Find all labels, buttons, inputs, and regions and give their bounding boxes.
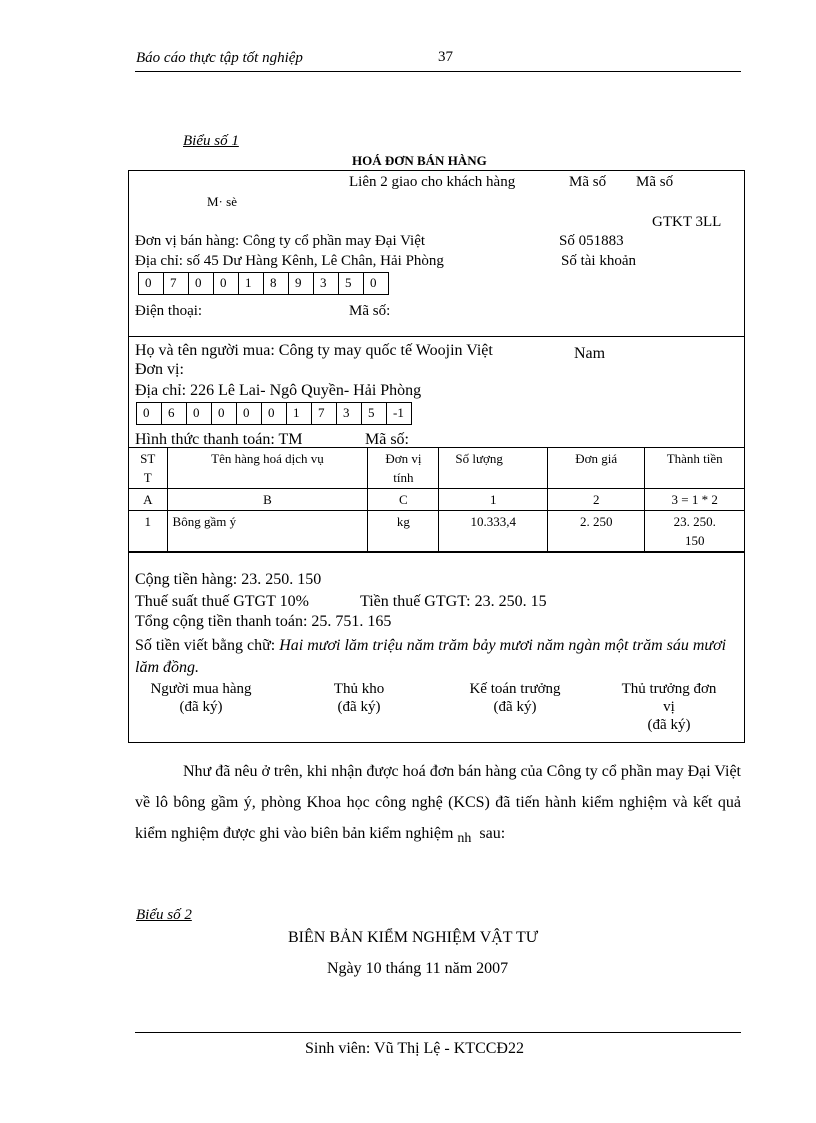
buyer-name: Họ và tên người mua: Công ty may quốc tế Woojin Việt: [135, 342, 493, 359]
header-ten-hang: Tên hàng hoá dịch vụ: [167, 448, 368, 489]
sig-ke-toan: [445, 680, 585, 716]
tax-digit: 5: [338, 272, 364, 295]
row-item-name: Bông gầm ý: [167, 511, 368, 553]
page-number: 37: [438, 49, 453, 65]
tax-digit: 0: [186, 402, 212, 425]
buyer-address: Địa chỉ: 226 Lê Lai- Ngô Quyền- Hải Phòng: [135, 382, 422, 399]
table-row: [129, 511, 745, 553]
phone-label: Điện thoại:: [135, 303, 203, 319]
lien-text: Liên 2 giao cho khách hàng: [349, 174, 516, 190]
header-don-vi-line2: tính: [393, 470, 414, 485]
paragraph-sau: sau:: [479, 825, 506, 842]
sig-note: (đã ký): [337, 699, 381, 715]
code-a: A: [129, 489, 168, 511]
header-stt-line1: ST: [140, 451, 156, 466]
row-amount-line2: 150: [684, 533, 705, 548]
tax-digit: 3: [336, 402, 362, 425]
tax-digit: 0: [138, 272, 164, 295]
footer-rule: [135, 1032, 741, 1033]
tax-digit: 0: [261, 402, 287, 425]
thue-suat: Thuế suất thuế GTGT 10%: [135, 593, 309, 610]
buyer-section: [128, 336, 745, 552]
buyer-unit: Đơn vị:: [135, 361, 184, 378]
code-1: 1: [439, 489, 548, 511]
tax-digit: 0: [213, 272, 239, 295]
tax-digit: 1: [286, 402, 312, 425]
header-stt-line2: T: [143, 470, 152, 485]
header-don-vi-line1: Đơn vị: [385, 451, 422, 466]
code-b: B: [167, 489, 368, 511]
seller-address: Địa chỉ: số 45 Dư Hàng Kênh, Lê Chân, Hải Phòng: [135, 253, 444, 269]
tax-digit: 7: [163, 272, 189, 295]
sig-thu-truong: [601, 680, 737, 734]
table-code-row: [129, 489, 745, 511]
tax-digit: 0: [236, 402, 262, 425]
buyer-tax-code: [136, 402, 412, 425]
tien-thue: Tiền thuế GTGT: 23. 250. 15: [360, 593, 547, 610]
bieu-so-2-label: Biểu số 2: [136, 907, 192, 923]
tax-digit: 7: [311, 402, 337, 425]
code-c: C: [368, 489, 439, 511]
sig-role: Người mua hàng: [150, 681, 252, 697]
paragraph-nh: nh: [457, 831, 472, 846]
seller-unit: Đơn vị bán hàng: Công ty cổ phần may Đại Việt: [135, 233, 426, 249]
header-so-luong: Số lượng: [439, 448, 548, 489]
bien-ban-title: BIÊN BẢN KIỂM NGHIỆM VẬT TƯ: [288, 929, 539, 946]
sig-note: (đã ký): [493, 699, 537, 715]
payment-method: Hình thức thanh toán: TM: [135, 431, 303, 448]
row-unit: kg: [368, 511, 439, 553]
items-table: [128, 447, 745, 553]
gtkt-code: GTKT 3LL: [652, 214, 722, 230]
ma-so-label-2: Mã số: [636, 174, 674, 190]
footer-student: Sinh viên: Vũ Thị Lệ - KTCCĐ22: [305, 1040, 524, 1057]
tax-digit: 6: [161, 402, 187, 425]
code-2: 2: [548, 489, 645, 511]
paragraph-text: Như đã nêu ở trên, khi nhận được hoá đơn bán hàng của Công ty cổ phần may Đại Việt về lô bông gầm ý, phòng Khoa học công nghệ (KCS) đã tiến hành kiểm nghiệm và kết quả kiểm nghiệm được ghi vào biên bản kiểm nghiệm: [135, 763, 741, 842]
tong-cong: Tổng cộng tiền thanh toán: 25. 751. 165: [135, 613, 392, 630]
bang-chu-label: Số tiền viết bằng chữ:: [135, 637, 280, 654]
row-stt: 1: [129, 511, 168, 553]
bang-chu-text: Hai mươi lăm triệu năm trăm bảy mươi năm ngàn một trăm sáu mươi lăm đồng.: [135, 637, 727, 676]
row-quantity: 10.333,4: [439, 511, 548, 553]
tax-digit: 9: [288, 272, 314, 295]
row-amount-line1: 23. 250.: [673, 514, 716, 529]
body-paragraph: [135, 756, 741, 850]
invoice-title: HOÁ ĐƠN BÁN HÀNG: [352, 153, 487, 168]
invoice-number: Số 051883: [559, 233, 624, 249]
totals-section: [128, 551, 745, 743]
sig-role: Kế toán trưởng: [469, 681, 561, 697]
tax-digit: 5: [361, 402, 387, 425]
sig-thu-kho: [299, 680, 419, 716]
ma-so-label-1: Mã số: [569, 174, 607, 190]
buyer-name-suffix: Nam: [574, 345, 606, 362]
bieu-so-1-label: Biểu số 1: [183, 133, 239, 149]
sig-note: (đã ký): [647, 717, 691, 733]
header-thanh-tien: Thành tiền: [645, 448, 745, 489]
running-header-title: Báo cáo thực tập tốt nghiệp: [136, 50, 303, 66]
tax-digit: 3: [313, 272, 339, 295]
sig-note: (đã ký): [179, 699, 223, 715]
tax-digit: 0: [188, 272, 214, 295]
sig-role: Thủ kho: [333, 681, 385, 697]
tax-digit: -1: [386, 402, 412, 425]
so-tai-khoan-label: Số tài khoản: [561, 253, 636, 269]
bang-chu: [135, 635, 740, 679]
header-don-vi: [368, 448, 439, 489]
header-stt: [129, 448, 168, 489]
header-don-gia: Đơn giá: [548, 448, 645, 489]
sig-role-line2: vị: [663, 699, 675, 715]
code-3: 3 = 1 * 2: [645, 489, 745, 511]
row-amount: [645, 511, 745, 553]
row-unit-price: 2. 250: [548, 511, 645, 553]
payment-ma-so-label: Mã số:: [365, 431, 409, 448]
tax-digit: 8: [263, 272, 289, 295]
tax-digit: 0: [363, 272, 389, 295]
phone-ma-so-label: Mã số:: [349, 303, 391, 319]
sig-nguoi-mua: [131, 680, 271, 716]
header-rule: [135, 71, 741, 72]
tax-digit: 0: [136, 402, 162, 425]
sig-role: [601, 680, 737, 716]
seller-section: [128, 170, 745, 337]
tax-digit: 0: [211, 402, 237, 425]
sig-role-line1: Thủ trưởng đơn: [621, 681, 717, 697]
cong-tien-hang: Cộng tiền hàng: 23. 250. 150: [135, 571, 322, 588]
mau-so-text: M· sè: [207, 194, 237, 209]
seller-tax-code: [138, 272, 389, 295]
tax-digit: 1: [238, 272, 264, 295]
bien-ban-date: Ngày 10 tháng 11 năm 2007: [327, 960, 509, 977]
table-header-row: [129, 448, 745, 489]
